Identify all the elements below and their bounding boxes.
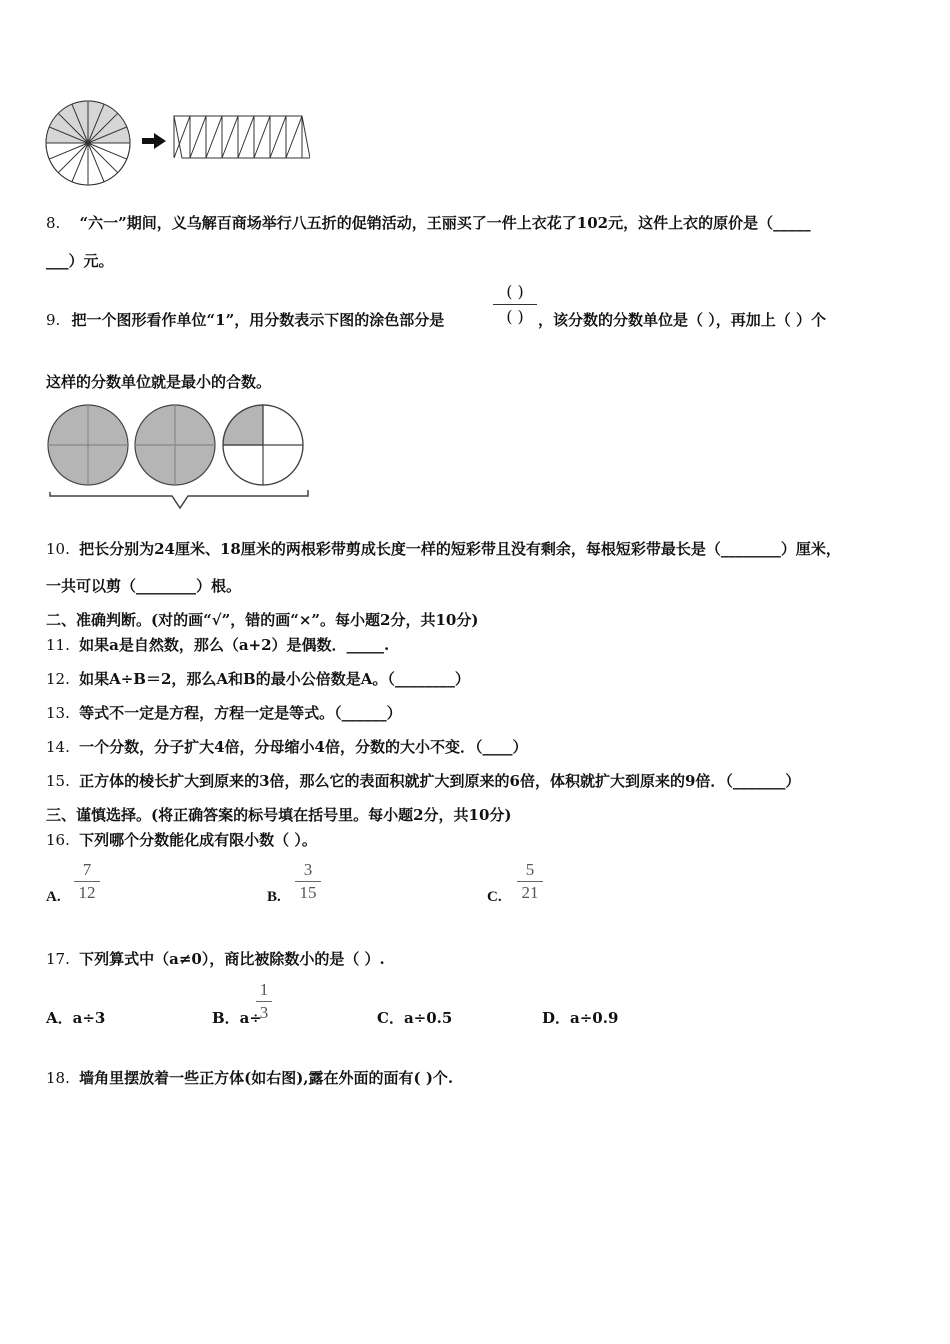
question-9 [46,309,444,330]
strip-line [238,116,254,158]
question-14 [46,736,527,757]
brace [50,490,308,508]
option-a[interactable]: A．a÷3 [46,1009,106,1027]
question-text: 下列算式中（a≠0），商比被除数小的是（ ）. [79,950,385,968]
question-text: 一个分数，分子扩大4倍，分母缩小4倍，分数的大小不变．（____） [79,738,528,756]
option-d[interactable]: D．a÷0.9 [542,1009,619,1027]
option-a-fraction[interactable] [74,860,100,903]
parallelogram-strips [174,116,310,158]
question-number: 13. [46,704,70,722]
denominator: 12 [78,883,96,902]
question-number: 14. [46,738,70,756]
question-17 [46,948,385,969]
question-15 [46,770,800,791]
question-text: “六一”期间，义乌解百商场举行八五折的促销活动，王丽买了一件上衣花了102元，这件上衣的原价是（_____ [79,214,811,232]
question-number: 15. [46,772,70,790]
question-9-cont: ，该分数的分数单位是（ ），再加上（ ）个 [538,311,826,329]
question-number: 8. [46,214,61,232]
question-text: 如果A÷B＝2，那么A和B的最小公倍数是A。（________） [79,670,470,688]
question-number: 17. [46,950,70,968]
question-number: 9. [46,311,61,329]
question-number: 10. [46,540,70,558]
question-12 [46,668,470,689]
strip-line [222,116,238,158]
fraction-bar [493,304,537,305]
question-text: 墙角里摆放着一些正方体(如右图),露在外面的面有( )个. [79,1069,454,1087]
question-number: 12. [46,670,70,688]
question-number: 18. [46,1069,70,1087]
numerator: 5 [525,860,535,879]
fraction-bar [256,1001,272,1002]
strip-line [254,116,270,158]
denominator: 3 [259,1003,269,1022]
option-c-letter[interactable]: C. [487,889,502,905]
fraction-denominator: ( ) [506,307,524,326]
question-18 [46,1067,453,1088]
question-10-line2: 一共可以剪（________）根。 [46,577,242,595]
strip-line [286,116,302,158]
numerator: 1 [259,980,269,999]
question-text: 正方体的棱长扩大到原来的3倍，那么它的表面积就扩大到原来的6倍，体积就扩大到原来的9倍．（_______） [79,772,801,790]
question-text: 等式不一定是方程，方程一定是等式。（______） [79,704,402,722]
strip-line [174,116,190,158]
fraction-bar [74,881,100,882]
section-3-title: 三、谨慎选择。(将正确答案的标号填在括号里。每小题2分，共10分) [46,806,512,824]
sectored-circle [46,101,130,185]
question-13 [46,702,402,723]
option-c-fraction[interactable] [517,860,543,903]
question-11 [46,634,389,655]
numerator: 3 [303,860,313,879]
question-number: 11. [46,636,70,654]
question-8 [46,212,811,233]
option-a-letter[interactable]: A. [46,889,61,905]
option-b-fraction[interactable] [256,980,272,1023]
question-8-line2: ___）元。 [46,252,114,270]
question-text: 下列哪个分数能化成有限小数（ ）。 [79,831,317,849]
denominator: 15 [299,883,317,902]
option-c[interactable]: C．a÷0.5 [377,1009,453,1027]
strip-line [270,116,286,158]
question-text: 把一个图形看作单位“1”，用分数表示下图的涂色部分是 [71,311,445,329]
question-text: 如果a是自然数，那么（a+2）是偶数．_____. [79,636,390,654]
question-9-line2: 这样的分数单位就是最小的合数。 [46,373,272,391]
fraction-numerator: ( ) [506,282,524,301]
parallelogram-outline [174,116,310,158]
question-10 [46,538,841,559]
question-number: 16. [46,831,70,849]
circle-rearrangement-figure [40,100,310,190]
option-b-fraction[interactable] [295,860,321,903]
fraction-bar [295,881,321,882]
option-b[interactable]: B．a÷ [212,1009,262,1027]
arrow-icon [142,133,166,149]
strip-line [190,116,206,158]
question-16 [46,829,317,850]
numerator: 7 [82,860,92,879]
shaded-circles-figure [44,400,314,515]
option-b-letter[interactable]: B. [267,889,281,905]
fraction-bar [517,881,543,882]
question-text: 把长分别为24厘米、18厘米的两根彩带剪成长度一样的短彩带且没有剩余，每根短彩带最长是（________）厘米， [79,540,841,558]
section-2-title: 二、准确判断。(对的画“√”，错的画“×”。每小题2分，共10分) [46,611,479,629]
strip-line [206,116,222,158]
denominator: 21 [521,883,539,902]
answer-fraction [493,282,537,327]
